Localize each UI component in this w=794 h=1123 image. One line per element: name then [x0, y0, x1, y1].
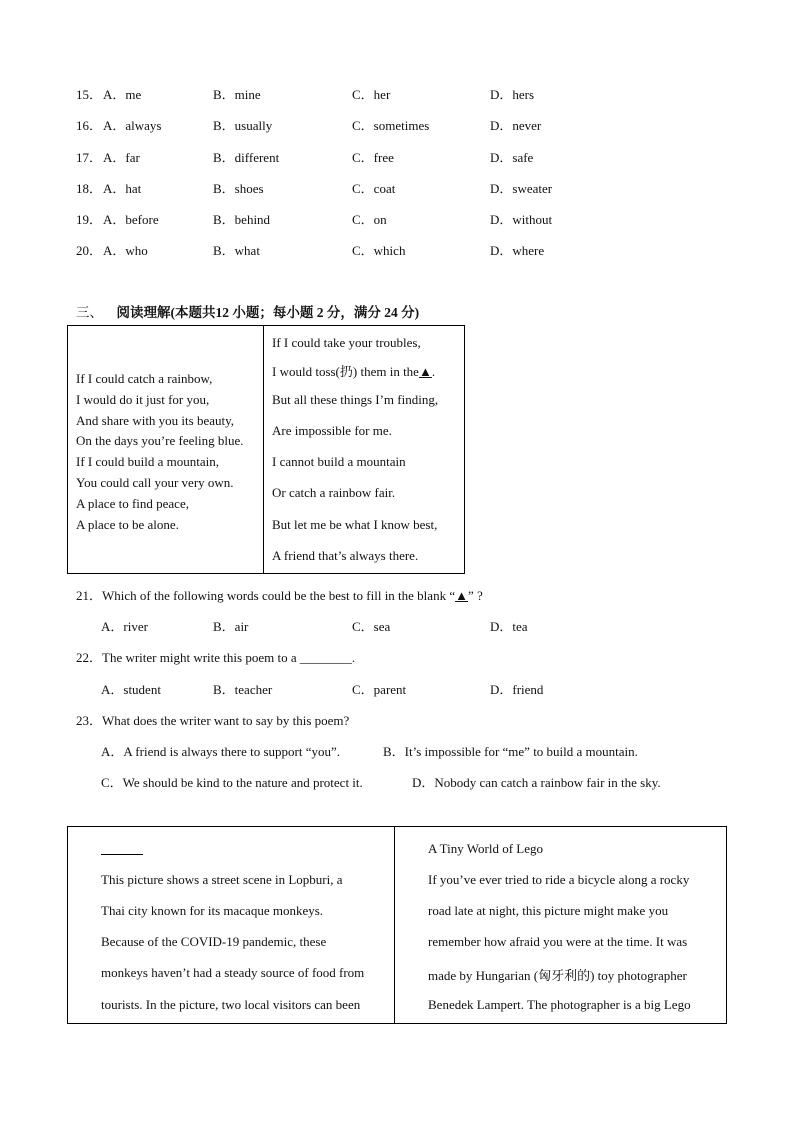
poem-line: Are impossible for me. [272, 423, 392, 438]
option-c: C．We should be kind to the nature and protect it. [101, 775, 363, 790]
option-a: A．river [101, 619, 148, 634]
poem-line: Or catch a rainbow fair. [272, 485, 396, 500]
passage-line: made by Hungarian (匈牙利的) toy photographer [428, 968, 687, 983]
option-b: B．mine [213, 87, 261, 102]
option-a: A．hat [103, 181, 142, 196]
option-d: D．where [490, 243, 545, 258]
poem-line: But all these things I’m finding, [272, 392, 439, 407]
section-title: 阅读理解(本题共12 小题；每小题 2 分，满分 24 分) [116, 305, 420, 320]
option-a: A．A friend is always there to support “you”. [101, 744, 341, 759]
poem-line: You could call your very own. [76, 475, 234, 490]
poem-line: I cannot build a mountain [272, 454, 406, 469]
poem-line: And share with you its beauty, [76, 413, 235, 428]
poem-line: But let me be what I know best, [272, 517, 438, 532]
question-number: 20． [76, 243, 103, 258]
poem-line: A place to find peace, [76, 496, 189, 511]
passage-line: Benedek Lampert. The photographer is a big Lego [428, 997, 691, 1012]
poem-line: A friend that’s always there. [272, 548, 419, 563]
option-c: C．on [352, 212, 387, 227]
passage-divider [394, 826, 395, 1024]
passage-line: monkeys haven’t had a steady source of food from [101, 965, 365, 980]
passage-line: This picture shows a street scene in Lopburi, a [101, 872, 343, 887]
poem-line: If I could take your troubles, [272, 335, 421, 350]
passage-line: remember how afraid you were at the time. It was [428, 934, 688, 949]
option-a: A．always [103, 118, 162, 133]
passage-line: Because of the COVID-19 pandemic, these [101, 934, 327, 949]
option-c: C．free [352, 150, 394, 165]
option-b: B．It’s impossible for “me” to build a mountain. [383, 744, 638, 759]
passage-line: If you’ve ever tried to ride a bicycle along a rocky [428, 872, 690, 887]
option-c: C．sea [352, 619, 391, 634]
poem-divider [263, 325, 264, 574]
question-number: 19． [76, 212, 103, 227]
question-stem: 23．What does the writer want to say by this poem? [76, 713, 350, 728]
passage-box [67, 826, 727, 1024]
passage-line: Thai city known for its macaque monkeys. [101, 903, 324, 918]
option-b: B．usually [213, 118, 273, 133]
option-c: C．coat [352, 181, 396, 196]
poem-line: I would do it just for you, [76, 392, 210, 407]
option-d: D．tea [490, 619, 528, 634]
poem-line-blank: I would toss(扔) them in the▲. [272, 364, 436, 379]
question-number: 17． [76, 150, 103, 165]
section-prefix: 三、 [76, 305, 103, 320]
option-b: B．what [213, 243, 260, 258]
option-b: B．behind [213, 212, 271, 227]
question-number: 16． [76, 118, 103, 133]
poem-line: A place to be alone. [76, 517, 179, 532]
option-d: D．hers [490, 87, 535, 102]
option-d: D．friend [490, 682, 544, 697]
option-a: A．student [101, 682, 161, 697]
option-a: A．me [103, 87, 142, 102]
option-a: A．before [103, 212, 159, 227]
option-b: B．teacher [213, 682, 273, 697]
option-a: A．who [103, 243, 148, 258]
passage-line: road late at night, this picture might make you [428, 903, 669, 918]
poem-line: On the days you’re feeling blue. [76, 433, 244, 448]
option-c: C．which [352, 243, 406, 258]
passage-title: A Tiny World of Lego [428, 841, 544, 856]
option-d: D．never [490, 118, 542, 133]
title-blank [101, 854, 143, 855]
section-heading [76, 301, 419, 321]
option-b: B．shoes [213, 181, 264, 196]
question-number: 15． [76, 87, 103, 102]
option-a: A．far [103, 150, 140, 165]
poem-line: If I could build a mountain, [76, 454, 219, 469]
option-d: D．Nobody can catch a rainbow fair in the sky. [412, 775, 661, 790]
option-c: C．sometimes [352, 118, 430, 133]
option-b: B．different [213, 150, 280, 165]
option-d: D．without [490, 212, 553, 227]
option-c: C．her [352, 87, 391, 102]
option-d: D．safe [490, 150, 534, 165]
question-stem: 22．The writer might write this poem to a ________. [76, 650, 356, 665]
passage-line: tourists. In the picture, two local visitors can been [101, 997, 361, 1012]
question-stem: 21．Which of the following words could be the best to fill in the blank “▲” ? [76, 588, 483, 603]
question-number: 18． [76, 181, 103, 196]
option-d: D．sweater [490, 181, 553, 196]
poem-line: If I could catch a rainbow, [76, 371, 213, 386]
option-b: B．air [213, 619, 249, 634]
blank-mark: ▲ [418, 364, 432, 379]
option-c: C．parent [352, 682, 407, 697]
